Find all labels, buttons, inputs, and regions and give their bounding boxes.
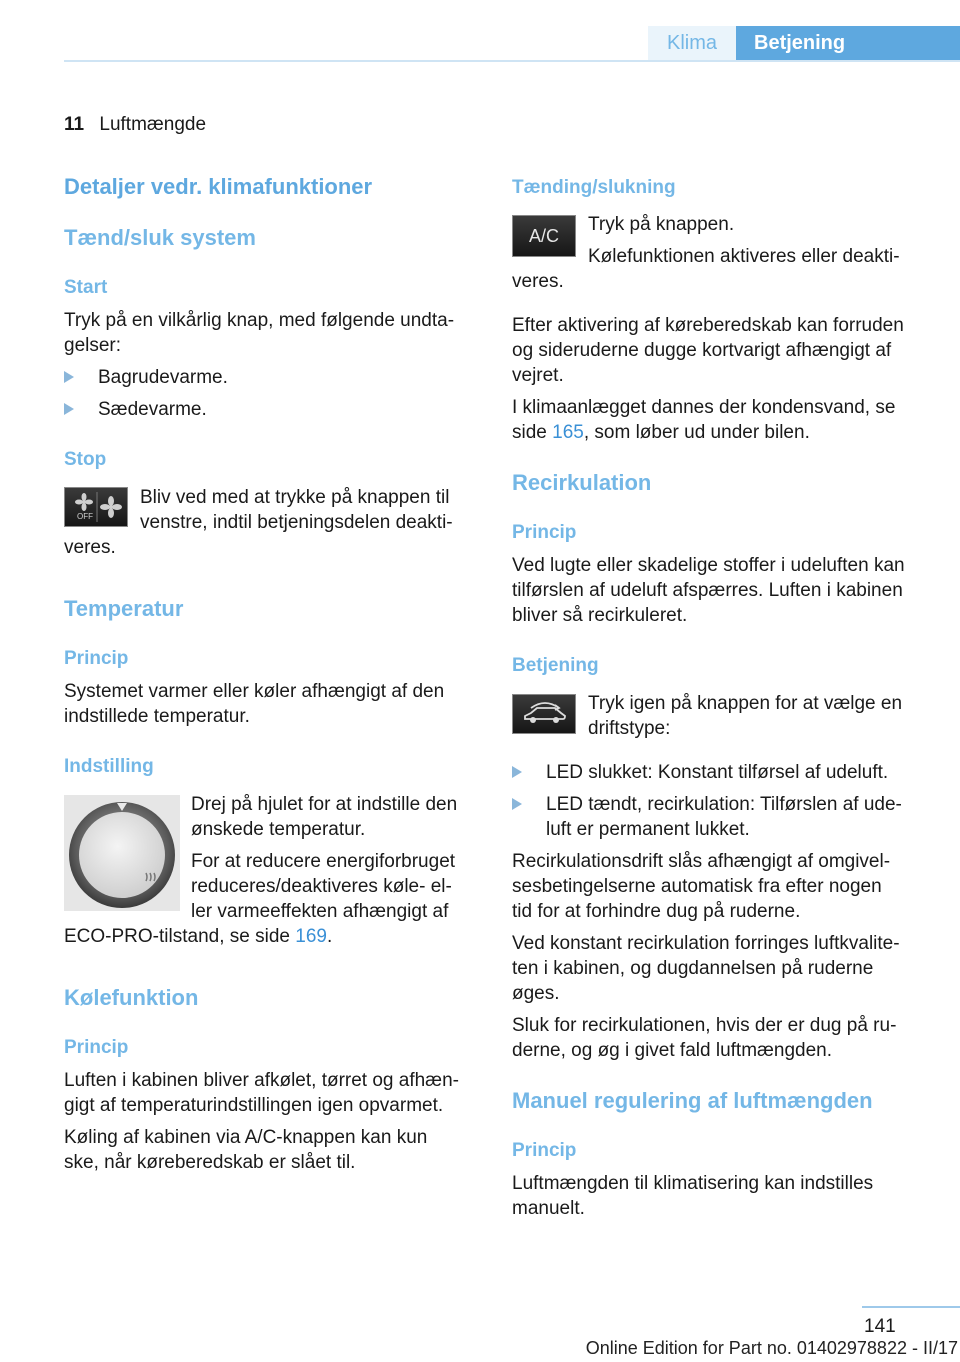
heading-taend-sluk: Tænd/sluk system <box>64 225 256 250</box>
legend-item-11 <box>64 112 206 137</box>
list-item: LED tændt, recirkulation: Tilførslen af ude- <box>512 792 522 817</box>
list-item: LED slukket: Konstant tilførsel af udeluft. <box>512 760 522 785</box>
ac-text-line-3: veres. <box>512 271 564 292</box>
start-text-line-1: Tryk på en vilkårlig knap, med følgende undta- <box>64 310 455 331</box>
efter-text-line-2: og sideruderne dugge kortvarigt afhængigt af <box>512 340 892 361</box>
kole-text-line-2: gigt af temperaturindstillingen igen opvarmet. <box>64 1095 444 1116</box>
kole-text-line-4: ske, når køreberedskab er slået til. <box>64 1152 356 1173</box>
vk-text-line-2: ten i kabinen, og dugdannelsen på ruderne <box>512 958 874 979</box>
bet-text-line-1: Tryk igen på knappen for at vælge en <box>588 693 903 714</box>
heading-recirkulation: Recirkulation <box>512 470 652 495</box>
man-text-line-1: Luftmængden til klimatisering kan indstilles <box>512 1173 874 1194</box>
heading-princip: Princip <box>512 522 577 543</box>
heading-manuel-regulering: Manuel regulering af luftmængden <box>512 1088 873 1113</box>
ind-text-line-4: reduceres/deaktiveres køle- el- <box>191 876 452 897</box>
recirk-text-line-2: tilførslen af udeluft afspærres. Luften i kabinen <box>512 580 903 601</box>
bullet-icon <box>512 766 522 778</box>
bullet-icon <box>512 798 522 810</box>
fan-off-icon <box>65 488 127 526</box>
vk-text-line-3: øges. <box>512 983 560 1004</box>
heading-temperatur: Temperatur <box>64 596 184 621</box>
stop-text-line-1: Bliv ved med at trykke på knappen til <box>140 487 450 508</box>
heading-princip: Princip <box>64 1037 129 1058</box>
recirculation-button-image <box>512 694 576 734</box>
fan-off-button-image <box>64 487 128 527</box>
legend-item-label: Luftmængde <box>99 114 207 135</box>
heading-taending-slukning: Tænding/slukning <box>512 177 676 198</box>
recirculation-car-icon <box>513 695 575 733</box>
sl-text-line-2: derne, og øg i givet fald luftmængden. <box>512 1040 833 1061</box>
ac-label: A/C <box>528 226 559 246</box>
heading-start: Start <box>64 277 108 298</box>
klima-text-line-1: I klimaanlægget dannes der kondensvand, se <box>512 397 896 418</box>
header-tab-klima: Klima <box>648 26 736 60</box>
sl-text-line-1: Sluk for recirkulationen, hvis der er dug på ru- <box>512 1015 897 1036</box>
bullet-2-line-2: luft er permanent lukket. <box>546 819 750 840</box>
header-rule <box>64 60 960 62</box>
heading-kolefunktion: Kølefunktion <box>64 985 199 1010</box>
start-text-line-2: gelser: <box>64 335 122 356</box>
page-link-169[interactable]: 169 <box>295 926 327 947</box>
efter-text-line-3: vejret. <box>512 365 564 386</box>
man-text-line-2: manuelt. <box>512 1198 585 1219</box>
heading-princip: Princip <box>64 648 129 669</box>
klima-text-line-2: side 165, som løber ud under bilen. <box>512 422 810 443</box>
ind-text-line-2: ønskede temperatur. <box>191 819 366 840</box>
rd-text-line-2: sesbetingelserne automatisk fra efter nogen <box>512 876 882 897</box>
list-item: Sædevarme. <box>64 397 74 422</box>
off-label: OFF <box>77 512 93 521</box>
temp-text-line-2: indstillede temperatur. <box>64 706 250 727</box>
temperature-knob-icon <box>64 795 180 911</box>
heading-indstilling: Indstilling <box>64 756 154 777</box>
legend-item-number: 11 <box>64 114 85 135</box>
vk-text-line-1: Ved konstant recirkulation forringes luftkvalite- <box>512 933 900 954</box>
bullet-icon <box>64 403 74 415</box>
ac-button-image <box>512 215 576 257</box>
heading-betjening: Betjening <box>512 655 599 676</box>
heading-detaljer: Detaljer vedr. klimafunktioner <box>64 174 373 199</box>
recirk-text-line-1: Ved lugte eller skadelige stoffer i udeluften kan <box>512 555 905 576</box>
stop-text-line-3: veres. <box>64 537 116 558</box>
ind-text-line-1: Drej på hjulet for at indstille den <box>191 794 458 815</box>
ac-text-line-1: Tryk på knappen. <box>588 214 735 235</box>
rd-text-line-3: tid for at forhindre dug på ruderne. <box>512 901 801 922</box>
ind-text-line-6: ECO-PRO-tilstand, se side 169. <box>64 926 333 947</box>
page-number: 141 <box>864 1316 896 1337</box>
rd-text-line-1: Recirkulationsdrift slås afhængigt af omgivel- <box>512 851 891 872</box>
kole-text-line-1: Luften i kabinen bliver afkølet, tørret og afhæn- <box>64 1070 459 1091</box>
temperature-knob-image <box>64 795 180 911</box>
bet-text-line-2: driftstype: <box>588 718 671 739</box>
recirk-text-line-3: bliver så recirkuleret. <box>512 605 688 626</box>
list-item: Bagrudevarme. <box>64 365 74 390</box>
heading-princip: Princip <box>512 1140 577 1161</box>
header-tab-betjening: Betjening <box>736 26 960 62</box>
ac-text-line-2: Kølefunktionen aktiveres eller deakti- <box>588 246 900 267</box>
footer-rule <box>862 1306 960 1308</box>
stop-text-line-2: venstre, indtil betjeningsdelen deakti- <box>140 512 453 533</box>
ind-text-line-3: For at reducere energiforbruget <box>191 851 456 872</box>
temp-text-line-1: Systemet varmer eller køler afhængigt af den <box>64 681 445 702</box>
bullet-icon <box>64 371 74 383</box>
efter-text-line-1: Efter aktivering af køreberedskab kan forruden <box>512 315 904 336</box>
ind-text-line-5: ler varmeeffekten afhængigt af <box>191 901 449 922</box>
page-link-165[interactable]: 165 <box>552 422 584 443</box>
heading-stop: Stop <box>64 449 107 470</box>
kole-text-line-3: Køling af kabinen via A/C-knappen kan kun <box>64 1127 428 1148</box>
footer-edition: Online Edition for Part no. 01402978822 - II/17 <box>585 1338 958 1358</box>
